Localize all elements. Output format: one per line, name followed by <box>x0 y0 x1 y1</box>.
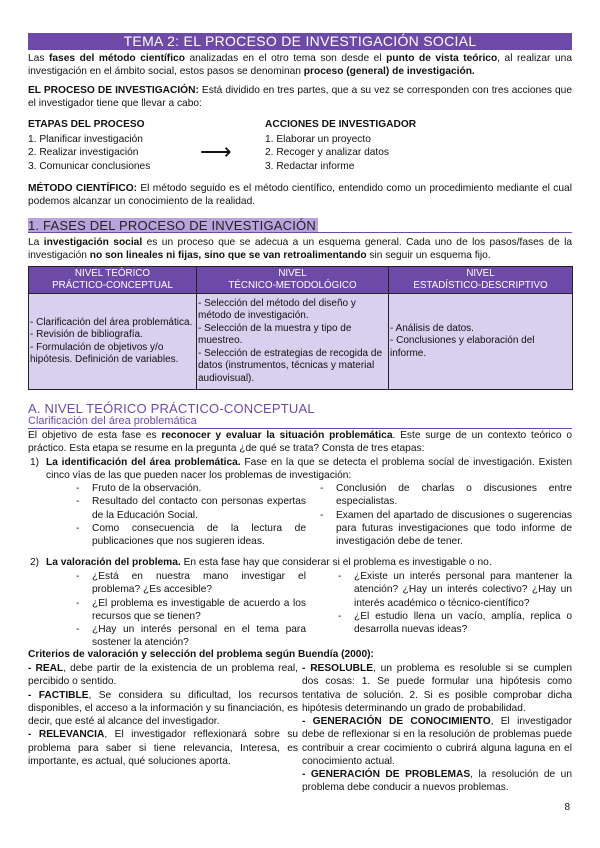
etapas-heading: ETAPAS DEL PROCESO <box>28 119 145 130</box>
criterion: - FACTIBLE, Se considera su dificultad, los recursos disponibles, el acceso a la información y su financiación, es decir, que esté al alcance del investigador. <box>28 689 298 727</box>
intro-paragraph <box>28 52 572 79</box>
list-item: 1. Planificar investigación <box>28 134 143 145</box>
table-cell: - Clarificación del área problemática. - Revisión de bibliografía. - Formulación de objetivos y/o hipótesis. Definición de variables. <box>29 294 197 390</box>
list-item: - ¿El problema es investigable de acuerdo a los recursos que se tienen? <box>76 597 306 622</box>
levels-table <box>28 266 573 390</box>
criterion: - REAL, debe partir de la existencia de un problema real, percibido o sentido. <box>28 663 298 688</box>
criterios-heading: Criterios de valoración y selección del problema según Buendía (2000): <box>28 649 374 660</box>
table-header: NIVEL TEÓRICO PRÁCTICO-CONCEPTUAL <box>29 267 197 294</box>
subsection-heading: A. NIVEL TEÓRICO PRÁCTICO-CONCEPTUAL <box>28 401 315 416</box>
item1-right-list <box>320 482 572 548</box>
list-item: - ¿Está en nuestra mano investigar el problema? ¿Es accesible? <box>76 571 306 596</box>
etapas-list <box>28 133 150 173</box>
list-item: 3. Redactar informe <box>265 160 355 172</box>
intro-text: , al realizar una investigación en el ámbito social, estos pasos se denominan <box>28 53 572 78</box>
item2-left-list <box>76 570 306 650</box>
table-cell: - Selección del método del diseño y método de investigación. - Selección de la muestra y tipo de muestreo. - Selección de estrategias de recogida de datos (instrumentos, técnicas y material audiovisual). <box>197 294 389 390</box>
item2-right-list <box>338 570 572 636</box>
intro-text: Las <box>28 53 49 64</box>
item-number: 1) <box>30 457 40 468</box>
table-header: NIVEL TÉCNICO-METODOLÓGICO <box>197 267 389 294</box>
list-item: 2. Realizar investigación <box>28 147 139 159</box>
table-header: NIVEL ESTADÍSTICO-DESCRIPTIVO <box>389 267 573 294</box>
page-title: TEMA 2: EL PROCESO DE INVESTIGACIÓN SOCIAL <box>28 33 572 50</box>
acciones-heading: ACCIONES DE INVESTIGADOR <box>265 119 417 130</box>
list-item: - Conclusión de charlas o discusiones entre especialistas. <box>320 483 572 508</box>
criterios-left-column <box>28 662 298 768</box>
numbered-item: 2) La valoración del problema. En esta fase hay que considerar si el problema es investigable o no. <box>30 557 492 568</box>
list-item: 1. Elaborar un proyecto <box>265 134 371 145</box>
criterios-right-column <box>302 662 572 795</box>
list-item: - ¿Existe un interés personal para mantener la atención? ¿Hay un interés colectivo? ¿Hay un interés académico o técnico-científico? <box>338 571 572 609</box>
criterion: - RELEVANCIA, El investigador reflexionará sobre su problema para saber si tiene relevancia, Interesa, es importante, es actual, qué soluciones aporta. <box>28 729 298 767</box>
table-header-row <box>29 267 573 294</box>
item1-left-list <box>76 482 306 548</box>
divider <box>28 232 572 233</box>
list-item: - Como consecuencia de la lectura de publicaciones que nos sugieren ideas. <box>76 522 306 547</box>
item-number: 2) <box>30 557 40 568</box>
criterion: - RESOLUBLE, un problema es resoluble si se cumplen dos cosas: 1. Se puede formular una hipótesis como tentativa de solución. 2. Si es posible comprobar dicha hipótesis determinando un grado de probabilidad. <box>302 663 572 714</box>
objective-paragraph: El objetivo de esta fase es reconocer y evaluar la situación problemática. Este surge de un contexto teórico o práctico. Esta etapa se resume en la pregunta ¿de qué se trata? Consta de tres etapas: <box>28 430 573 455</box>
section-heading <box>28 219 572 233</box>
section-heading-text: 1. FASES DEL PROCESO DE INVESTIGACIÓN <box>28 218 316 233</box>
proceso-label: EL PROCESO DE INVESTIGACIÓN: <box>28 85 199 96</box>
table-cell: - Análisis de datos. - Conclusiones y elaboración del informe. <box>389 294 573 390</box>
metodo-text: El método seguido es el método científico, entendido como un procedimiento mediante el cual podemos alcanzar un conocimiento de la realidad. <box>28 183 572 208</box>
list-item: 2. Recoger y analizar datos <box>265 147 390 159</box>
criterion: - GENERACIÓN DE CONOCIMIENTO, El investigador debe de reflexionar si en la resolución de problemas puede contribuir a crear cocimiento o cubrirá alguna laguna en el conocimiento actual. <box>302 716 573 767</box>
intro-bold: punto de vista teórico <box>386 53 498 64</box>
intro-bold: proceso (general) de investigación. <box>303 66 475 78</box>
list-item: - ¿El estudio llena un vacío, amplía, replica o desarrolla nuevas ideas? <box>338 610 572 635</box>
metodo-paragraph <box>28 182 572 209</box>
criterion: - GENERACIÓN DE PROBLEMAS, la resolución de un problema debe conducir a nuevos problemas. <box>302 769 572 794</box>
numbered-item: 1) La identificación del área problemática. Fase en la que se detecta el problema social de investigación. Existen cinco vías de las que pueden nacer los problemas de investigación: <box>30 457 572 482</box>
list-item: 3. Comunicar conclusiones <box>28 160 151 172</box>
metodo-label: MÉTODO CIENTÍFICO: <box>28 183 138 194</box>
proceso-text: Está dividido en tres partes, que a su vez se corresponden con tres acciones que el investigador tiene que llevar a cabo: <box>28 85 572 110</box>
section-intro-paragraph: La investigación social es un proceso que se adecua a un esquema general. Cada uno de los pasos/fases de la investigación no son lineales ni fijas, sino que se van retroalimentando sin seguir un esquema fijo. <box>28 237 572 262</box>
subsection-subheading: Clarificación del área problemática <box>28 415 572 429</box>
intro-text: analizadas en el otro tema son desde el <box>184 53 387 64</box>
page-number: 8 <box>564 802 570 813</box>
list-item: - Resultado del contacto con personas expertas de la Educación Social. <box>76 496 306 521</box>
proceso-paragraph <box>28 84 572 111</box>
intro-bold: fases del método científico <box>48 53 185 64</box>
list-item: - Fruto de la observación. <box>76 483 202 494</box>
list-item: - ¿Hay un interés personal en el tema para sostener la atención? <box>76 624 306 649</box>
acciones-list <box>265 133 389 173</box>
table-row <box>29 294 573 390</box>
list-item: - Examen del apartado de discusiones o sugerencias para futuras investigaciones que todo informe de investigación debe de tener. <box>320 509 572 547</box>
right-arrow-icon: ⟶ <box>200 139 232 164</box>
